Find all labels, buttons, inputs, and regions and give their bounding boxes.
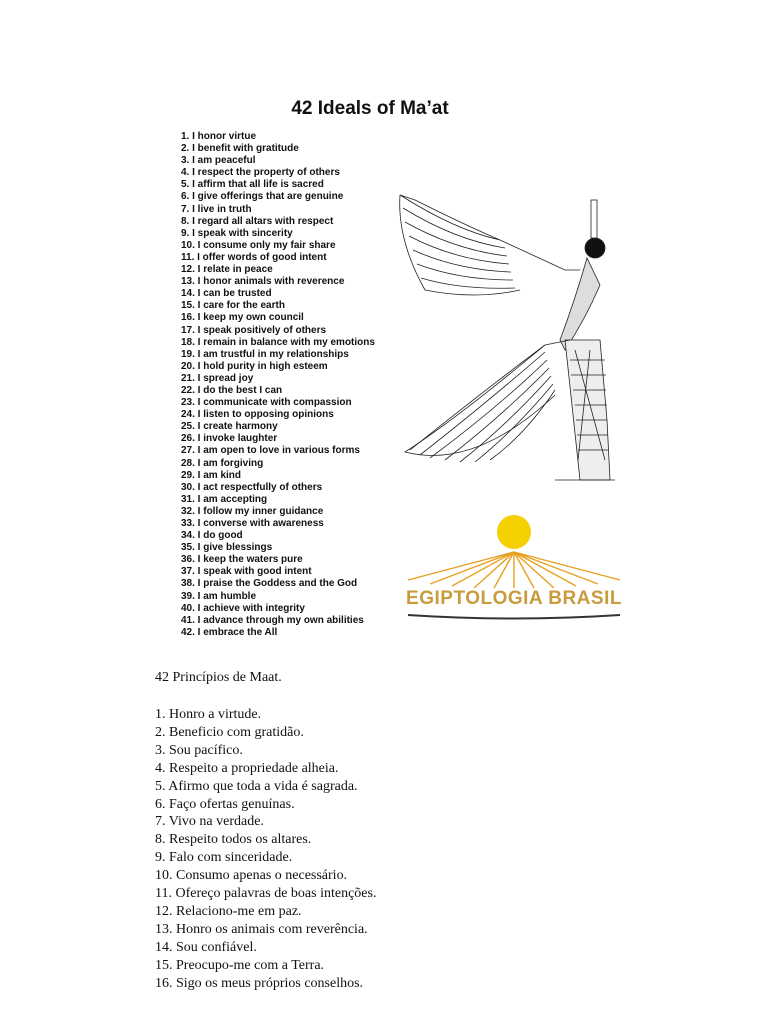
- list-item: 18. I remain in balance with my emotions: [181, 336, 375, 348]
- list-item: 10. Consumo apenas o necessário.: [155, 868, 348, 884]
- list-item: 27. I am open to love in various forms: [181, 445, 360, 457]
- list-item: 15. Preocupo-me com a Terra.: [155, 957, 325, 973]
- list-item: 34. I do good: [181, 530, 243, 542]
- list-item: 15. I care for the earth: [181, 300, 285, 312]
- list-item: 12. I relate in peace: [181, 264, 273, 276]
- list-item: 3. Sou pacífico.: [155, 742, 243, 758]
- list-item: 28. I am forgiving: [181, 457, 264, 469]
- list-item: 30. I act respectfully of others: [181, 481, 323, 493]
- list-item: 7. I live in truth: [181, 203, 252, 215]
- list-item: 31. I am accepting: [181, 493, 268, 505]
- list-item: 38. I praise the Goddess and the God: [181, 578, 358, 590]
- list-item: 4. Respeito a propriedade alheia.: [155, 760, 339, 776]
- list-item: 40. I achieve with integrity: [181, 602, 305, 614]
- list-item: 24. I listen to opposing opinions: [181, 409, 334, 421]
- list-item: 5. I affirm that all life is sacred: [181, 179, 324, 191]
- list-item: 1. Honro a virtude.: [155, 707, 262, 722]
- list-item: 11. I offer words of good intent: [181, 251, 327, 263]
- list-item: 8. I regard all altars with respect: [181, 215, 334, 227]
- list-item: 8. Respeito todos os altares.: [155, 832, 312, 848]
- list-item: 12. Relaciono-me em paz.: [155, 903, 302, 919]
- english-ideals-list: [181, 131, 375, 639]
- list-item: 5. Afirmo que toda a vida é sagrada.: [155, 778, 358, 794]
- list-item: 36. I keep the waters pure: [181, 554, 303, 566]
- list-item: 14. Sou confiável.: [155, 939, 257, 955]
- list-item: 14. I can be trusted: [181, 288, 272, 300]
- list-item: 9. Falo com sinceridade.: [155, 850, 293, 866]
- sun-icon: [497, 515, 531, 549]
- list-item: 35. I give blessings: [181, 542, 273, 554]
- list-item: 2. I benefit with gratitude: [181, 143, 299, 155]
- list-item: 10. I consume only my fair share: [181, 239, 336, 251]
- sun-rays-icon: [408, 552, 620, 588]
- list-item: 16. Sigo os meus próprios conselhos.: [155, 975, 364, 991]
- winged-goddess-illustration: [395, 190, 625, 490]
- list-item: 33. I converse with awareness: [181, 518, 324, 529]
- list-item: 6. Faço ofertas genuínas.: [155, 796, 295, 812]
- list-item: 20. I hold purity in high esteem: [181, 360, 328, 372]
- list-item: 6. I give offerings that are genuine: [181, 191, 344, 203]
- list-item: 32. I follow my inner guidance: [181, 505, 324, 517]
- list-item: 25. I create harmony: [181, 421, 278, 433]
- list-item: 22. I do the best I can: [181, 384, 283, 396]
- list-item: 37. I speak with good intent: [181, 566, 312, 578]
- list-item: 19. I am trustful in my relationships: [181, 348, 349, 360]
- portuguese-title: 42 Princípios de Maat.: [155, 670, 282, 685]
- list-item: 16. I keep my own council: [181, 312, 304, 324]
- logo-text: EGIPTOLOGIA BRASIL: [406, 588, 622, 609]
- list-item: 4. I respect the property of others: [181, 167, 340, 179]
- list-item: 29. I am kind: [181, 469, 242, 481]
- list-item: 13. I honor animals with reverence: [181, 276, 345, 288]
- list-item: 17. I speak positively of others: [181, 324, 327, 336]
- list-item: 13. Honro os animais com reverência.: [155, 921, 368, 937]
- list-item: 39. I am humble: [181, 590, 257, 602]
- list-item: 3. I am peaceful: [181, 155, 256, 167]
- list-item: 7. Vivo na verdade.: [155, 814, 264, 830]
- list-item: 11. Ofereço palavras de boas intenções.: [155, 886, 377, 902]
- list-item: 41. I advance through my own abilities: [181, 614, 364, 626]
- list-item: 23. I communicate with compassion: [181, 397, 352, 409]
- list-item: 9. I speak with sincerity: [181, 227, 293, 239]
- list-item: 42. I embrace the All: [181, 626, 278, 638]
- list-item: 1. I honor virtue: [181, 131, 257, 142]
- portuguese-principles-list: [155, 706, 376, 993]
- list-item: 21. I spread joy: [181, 372, 254, 384]
- list-item: 26. I invoke laughter: [181, 433, 278, 445]
- list-item: 2. Beneficio com gratidão.: [155, 724, 304, 740]
- page-title: 42 Ideals of Ma’at: [291, 98, 449, 119]
